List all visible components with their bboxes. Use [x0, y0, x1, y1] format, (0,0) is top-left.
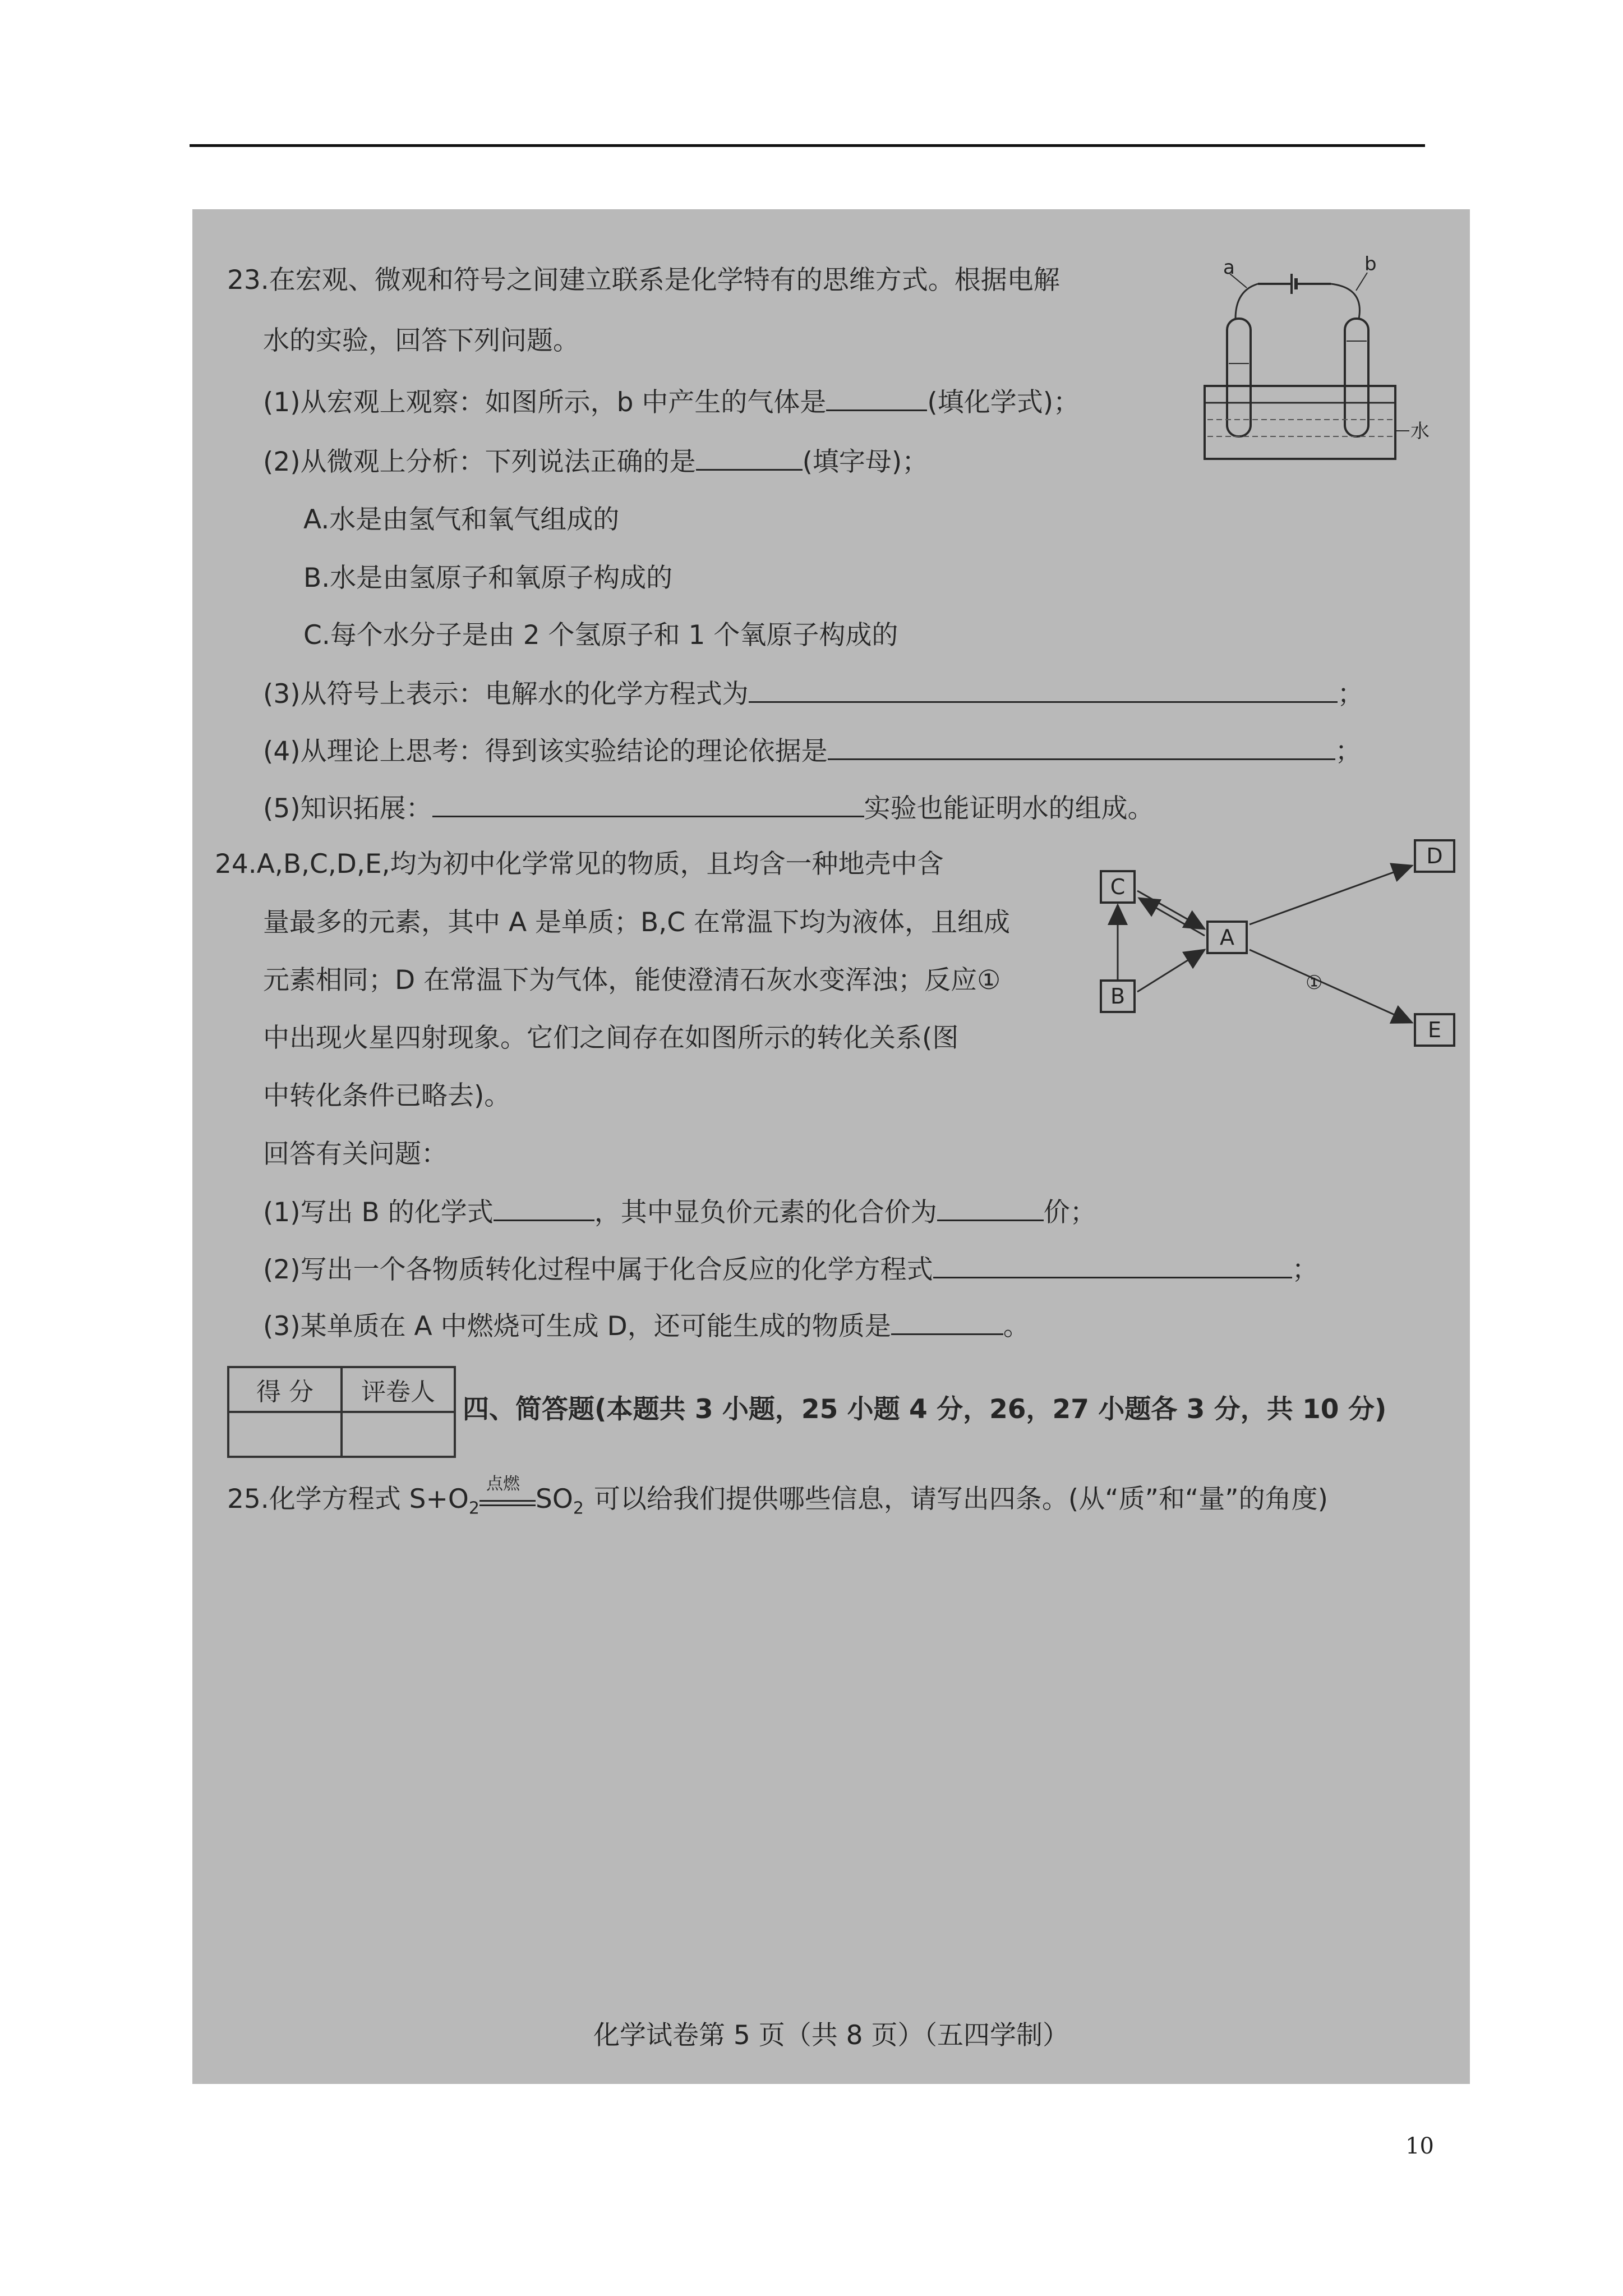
- q23-part-4-end: ；: [1335, 736, 1362, 767]
- q24-part-1-text: (1)写出 B 的化学式: [263, 1197, 494, 1228]
- q24-stem-line-1: 24.A,B,C,D,E,均为初中化学常见的物质，且均含一种地壳中含: [215, 849, 944, 880]
- q24-stem-line-5: 中转化条件已略去)。: [263, 1080, 511, 1111]
- q24-stem-line-2: 量最多的元素，其中 A 是单质；B,C 在常温下均为液体，且组成: [263, 907, 1010, 938]
- q25-answer-area[interactable]: [227, 1533, 1433, 1982]
- q25-text-end: 可以给我们提供哪些信息，请写出四条。(从“质”和“量”的角度): [593, 1484, 1328, 1515]
- page-number: 10: [1405, 2133, 1434, 2159]
- q24-stem-line-4: 中出现火星四射现象。它们之间存在如图所示的转化关系(图: [263, 1023, 959, 1053]
- arrow-b-to-a: [1137, 950, 1205, 992]
- node-e-label: E: [1427, 1018, 1442, 1042]
- section-4-title: 四、简答题(本题共 3 小题，25 小题 4 分，26，27 小题各 3 分，共 10 分): [463, 1394, 1387, 1425]
- q23-stem-line-1: 23.在宏观、微观和符号之间建立联系是化学特有的思维方式。根据电解: [227, 265, 1060, 296]
- exam-page-photo: [192, 209, 1470, 2084]
- score-cell[interactable]: [228, 1412, 342, 1457]
- score-table: [227, 1366, 456, 1458]
- q25-equals-sign: [479, 1474, 536, 1518]
- q23-part-1-hint: (填化学式)；: [927, 387, 1080, 418]
- tube-a: [1227, 319, 1251, 436]
- q23-stem-line-2: 水的实验，回答下列问题。: [263, 325, 579, 356]
- q23-part-2-text: (2)从微观上分析：下列说法正确的是: [263, 447, 696, 477]
- q23-option-c: C.每个水分子是由 2 个氢原子和 1 个氧原子构成的: [303, 620, 898, 651]
- q23-part-5-end: 实验也能证明水的组成。: [864, 793, 1154, 824]
- q25-condition: 点燃: [486, 1474, 520, 1494]
- q24-part-3-end: 。: [1003, 1311, 1030, 1342]
- q24-stem-line-6: 回答有关问题：: [263, 1139, 448, 1170]
- q23-option-a: A.水是由氢气和氧气组成的: [303, 504, 620, 535]
- node-d-label: D: [1426, 844, 1443, 868]
- q24-part-1-mid: ，其中显负价元素的化合价为: [594, 1197, 937, 1228]
- transformation-diagram: [1090, 838, 1471, 1073]
- q24-part-2-text: (2)写出一个各物质转化过程中属于化合反应的化学方程式: [263, 1254, 933, 1285]
- q23-part-3-answer-blank[interactable]: [749, 677, 1338, 703]
- arrow-c-to-a: [1137, 891, 1205, 929]
- q24-part-1: [263, 1195, 1096, 1230]
- water-trough: [1205, 386, 1395, 459]
- q23-part-3: [263, 677, 1364, 711]
- label-a: a: [1223, 256, 1235, 279]
- q23-part-5-text: (5)知识拓展：: [263, 793, 432, 824]
- arrow-a-to-e: [1249, 950, 1412, 1023]
- q23-part-4-text: (4)从理论上思考：得到该实验结论的理论依据是: [263, 736, 828, 767]
- q24-part-3-text: (3)某单质在 A 中燃烧可生成 D，还可能生成的物质是: [263, 1311, 891, 1342]
- q24-part-3: [263, 1309, 1030, 1343]
- electrolysis-apparatus-figure: [1196, 253, 1430, 476]
- q25-text-start: 25.化学方程式 S+O: [227, 1484, 469, 1515]
- q25-o2-subscript: 2: [468, 1498, 479, 1519]
- arrow-a-to-c: [1139, 898, 1205, 936]
- q24-part-2-end: ；: [1292, 1254, 1318, 1285]
- node-a-label: A: [1220, 925, 1234, 950]
- q23-part-2-hint: (填字母)；: [802, 447, 929, 477]
- q24-part-3-answer-blank[interactable]: [891, 1309, 1003, 1335]
- label-b: b: [1364, 253, 1377, 275]
- q24-part-1-formula-blank[interactable]: [494, 1195, 594, 1221]
- score-header-grader: 评卷人: [342, 1367, 455, 1412]
- q24-part-1-end: 价；: [1043, 1197, 1096, 1228]
- q24-stem-line-3: 元素相同；D 在常温下为气体，能使澄清石灰水变浑浊；反应①: [263, 965, 1001, 996]
- score-header-score: 得 分: [228, 1367, 342, 1412]
- q23-part-2-answer-blank[interactable]: [696, 444, 803, 471]
- label-water: 水: [1410, 420, 1430, 443]
- reaction-1-label: ①: [1306, 972, 1323, 994]
- page-footer: 化学试卷第 5 页（共 8 页）（五四学制）: [593, 2020, 1069, 2051]
- q25-so2-subscript: 2: [573, 1498, 584, 1519]
- q23-part-3-text: (3)从符号上表示：电解水的化学方程式为: [263, 679, 749, 710]
- q23-part-1-answer-blank[interactable]: [826, 385, 927, 411]
- q25-question: [227, 1474, 1328, 1519]
- q23-part-5: [263, 791, 1154, 826]
- q23-option-b: B.水是由氢原子和氧原子构成的: [303, 563, 673, 593]
- q24-part-2: [263, 1252, 1318, 1287]
- q23-part-4: [263, 734, 1362, 769]
- q24-part-2-answer-blank[interactable]: [933, 1252, 1292, 1278]
- q23-part-3-end: ；: [1337, 679, 1364, 710]
- q23-part-5-answer-blank[interactable]: [432, 791, 864, 817]
- arrow-a-to-d: [1249, 866, 1412, 924]
- q23-part-2: [263, 444, 928, 479]
- q23-part-4-answer-blank[interactable]: [828, 734, 1335, 760]
- grader-cell[interactable]: [342, 1412, 455, 1457]
- q23-part-1-text: (1)从宏观上观察：如图所示，b 中产生的气体是: [263, 387, 827, 418]
- node-b-label: B: [1110, 984, 1126, 1009]
- node-c-label: C: [1110, 875, 1126, 899]
- q24-part-1-valence-blank[interactable]: [937, 1195, 1044, 1221]
- header-rule: [190, 144, 1425, 147]
- q25-product: SO: [536, 1484, 573, 1515]
- q23-part-1: [263, 385, 1080, 420]
- tube-b: [1345, 319, 1368, 436]
